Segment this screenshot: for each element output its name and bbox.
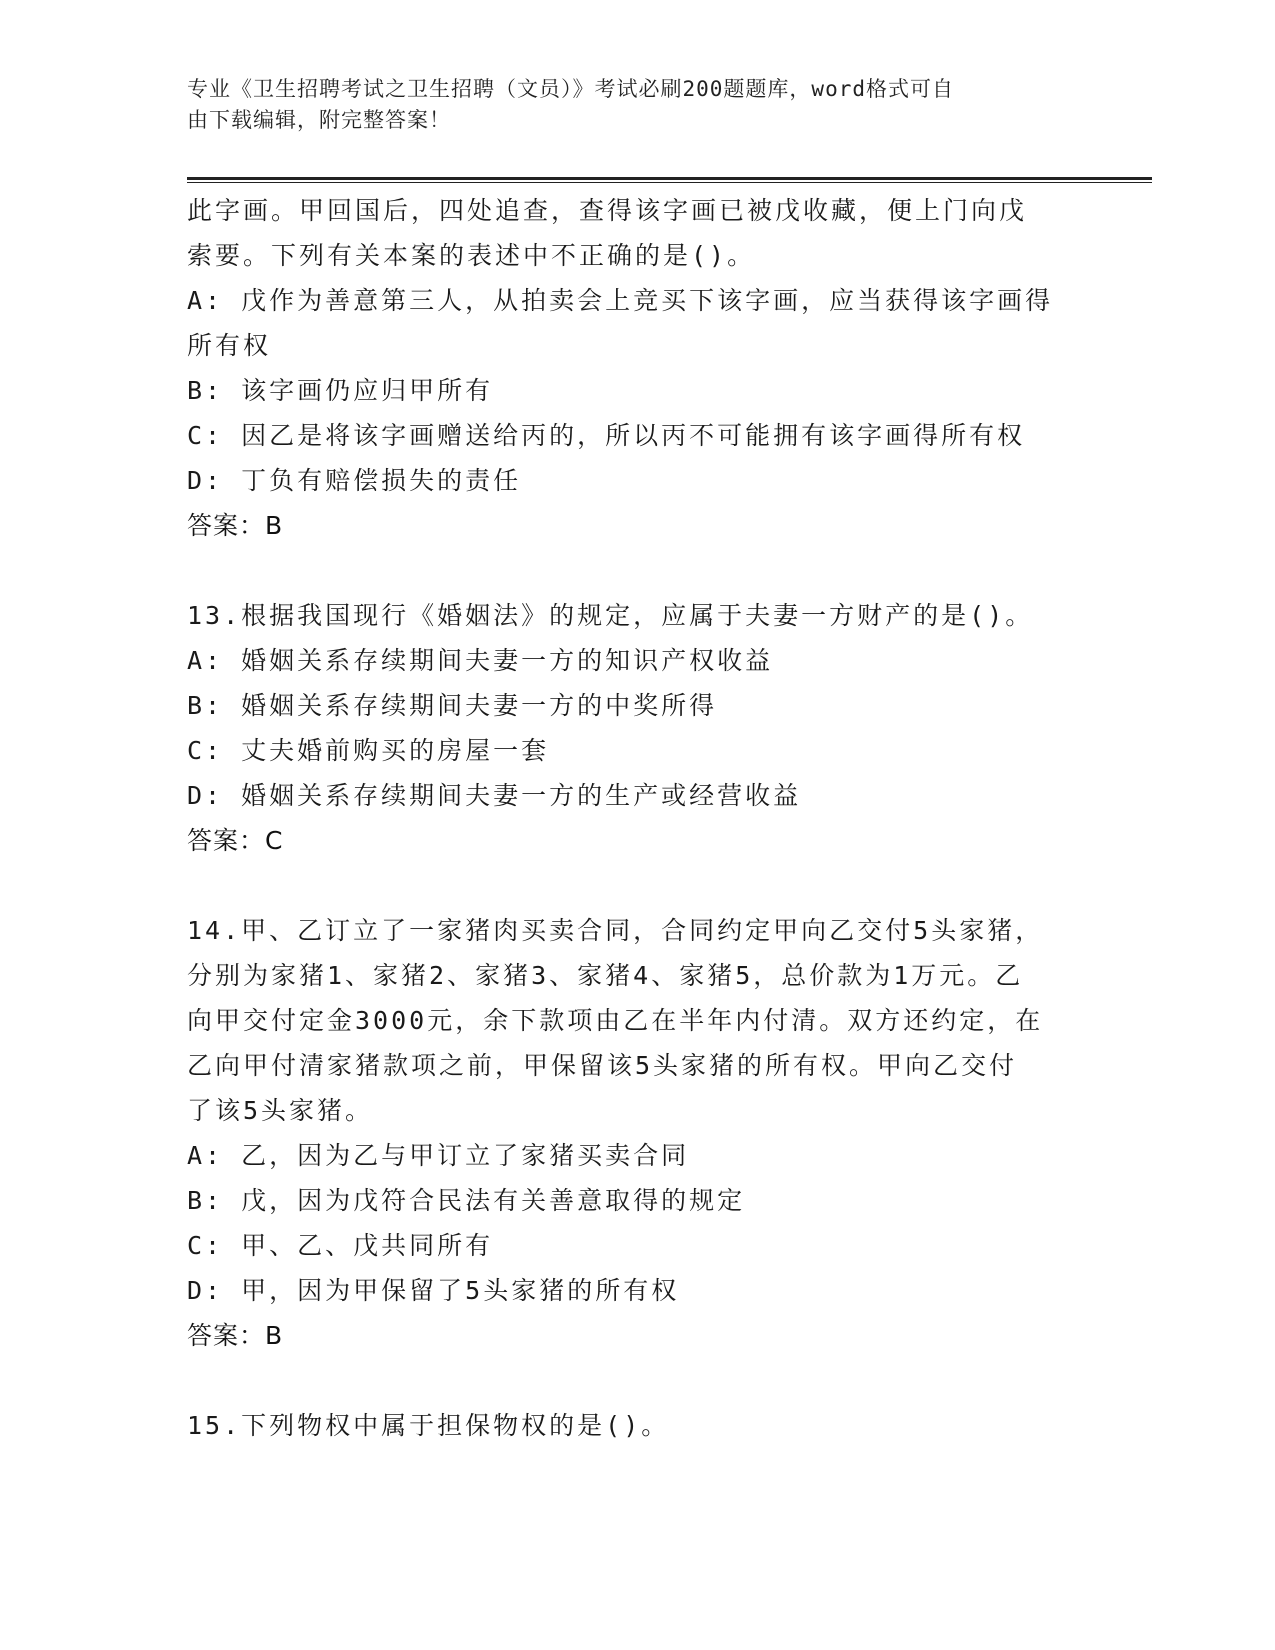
question-12 — [187, 188, 1087, 548]
spacer — [187, 548, 1087, 593]
option-d: D: 丁负有赔偿损失的责任 — [187, 466, 522, 495]
option-b: B: 戊，因为戊符合民法有关善意取得的规定 — [187, 1186, 746, 1215]
question-stem-line: 此字画。甲回国后，四处追查，查得该字画已被戊收藏，便上门向戊 — [187, 196, 1028, 225]
option-b: B: 该字画仍应归甲所有 — [187, 376, 494, 405]
option-a: A: 戊作为善意第三人，从拍卖会上竞买下该字画，应当获得该字画得 — [187, 286, 1054, 315]
option-c: C: 甲、乙、戊共同所有 — [187, 1231, 494, 1260]
question-stem-line: 13.根据我国现行《婚姻法》的规定，应属于夫妻一方财产的是()。 — [187, 601, 1034, 630]
option-c: C: 因乙是将该字画赠送给丙的，所以丙不可能拥有该字画得所有权 — [187, 421, 1026, 450]
header-rule-thick — [187, 177, 1152, 180]
option-b: B: 婚姻关系存续期间夫妻一方的中奖所得 — [187, 691, 718, 720]
document-header — [187, 74, 1087, 136]
answer-line: 答案：B — [187, 1321, 284, 1350]
spacer — [187, 1358, 1087, 1403]
header-title-line-2: 由下载编辑，附完整答案！ — [187, 108, 451, 132]
question-stem-line: 14.甲、乙订立了一家猪肉买卖合同，合同约定甲向乙交付5头家猪， — [187, 916, 1044, 945]
option-d: D: 甲，因为甲保留了5头家猪的所有权 — [187, 1276, 680, 1305]
option-a-continued: 所有权 — [187, 331, 272, 360]
answer-line: 答案：B — [187, 511, 284, 540]
question-stem-line: 分别为家猪1、家猪2、家猪3、家猪4、家猪5，总价款为1万元。乙 — [187, 961, 1024, 990]
question-14 — [187, 908, 1087, 1358]
question-stem-line: 向甲交付定金3000元，余下款项由乙在半年内付清。双方还约定，在 — [187, 1006, 1044, 1035]
header-title-line-1: 专业《卫生招聘考试之卫生招聘（文员）》考试必刷200题题库，word格式可自 — [187, 77, 954, 101]
option-d: D: 婚姻关系存续期间夫妻一方的生产或经营收益 — [187, 781, 802, 810]
option-a: A: 婚姻关系存续期间夫妻一方的知识产权收益 — [187, 646, 774, 675]
question-stem-line: 了该5头家猪。 — [187, 1096, 374, 1125]
header-rule-thin — [187, 182, 1152, 183]
question-stem-line: 索要。下列有关本案的表述中不正确的是()。 — [187, 241, 756, 270]
document-body — [187, 188, 1087, 1448]
question-13 — [187, 593, 1087, 863]
answer-line: 答案：C — [187, 826, 284, 855]
question-stem-line: 乙向甲付清家猪款项之前，甲保留该5头家猪的所有权。甲向乙交付 — [187, 1051, 1018, 1080]
option-c: C: 丈夫婚前购买的房屋一套 — [187, 736, 550, 765]
question-15 — [187, 1403, 1087, 1448]
question-stem-line: 15.下列物权中属于担保物权的是()。 — [187, 1411, 670, 1440]
option-a: A: 乙，因为乙与甲订立了家猪买卖合同 — [187, 1141, 690, 1170]
spacer — [187, 863, 1087, 908]
